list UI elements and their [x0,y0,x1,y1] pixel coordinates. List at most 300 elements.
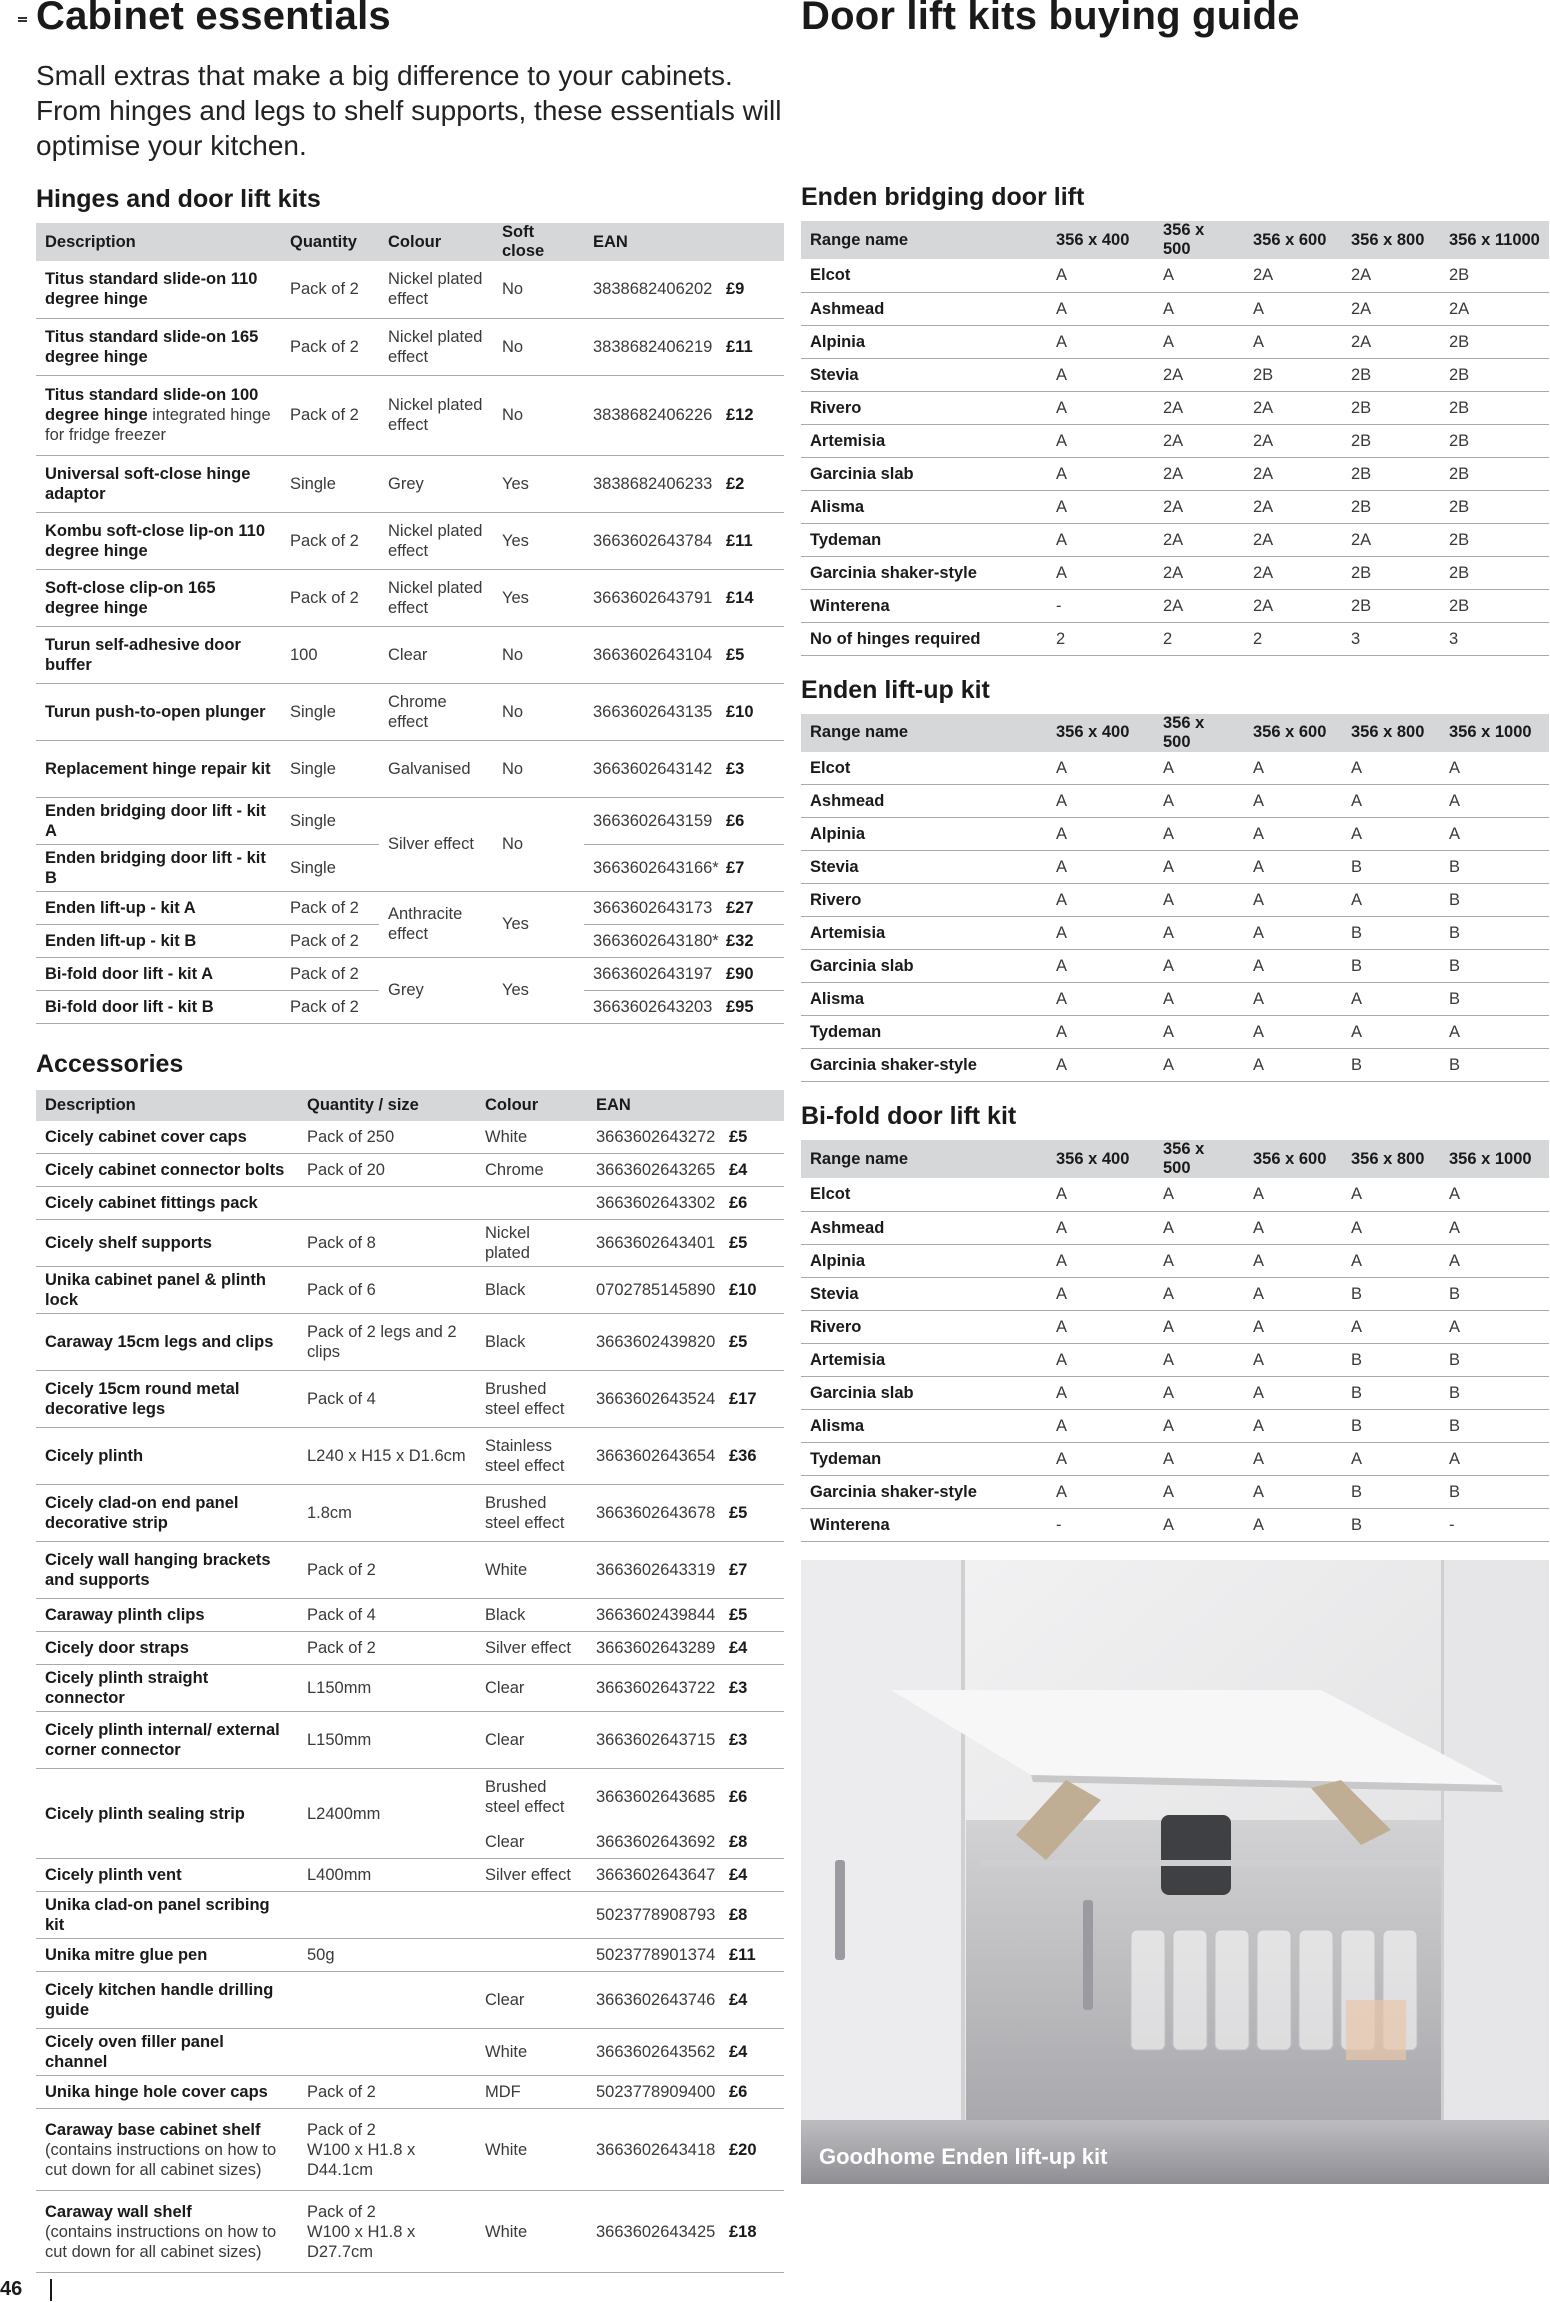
kit-code: A [1154,325,1244,358]
kit-code: A [1244,1277,1342,1310]
price-cell: £3 [727,1665,784,1712]
kit-code: 2A [1342,523,1440,556]
kit-code: 2B [1440,556,1549,589]
kit-code: 2B [1342,589,1440,622]
table-row [36,1485,784,1542]
colour-cell: Nickel plated effect [379,512,493,569]
kit-code: A [1047,818,1154,851]
range-name: Garcinia shaker-style [801,1049,1047,1082]
product-description: Turun self-adhesive door buffer [36,626,281,683]
table-row [36,1599,784,1632]
table-row [801,818,1549,851]
range-name: Rivero [801,884,1047,917]
table-row [801,457,1549,490]
kit-code: 2A [1342,292,1440,325]
table-row [36,1665,784,1712]
price-cell: £27 [724,891,784,924]
ean-cell: 3663602643692 [587,1826,727,1859]
table-row [36,1220,784,1267]
range-name: Alisma [801,1409,1047,1442]
colour-cell: Clear [476,1665,587,1712]
dimensions: W100 x H1.8 x D44.1cm [307,2140,416,2179]
kit-code: A [1047,1475,1154,1508]
table-row [36,1121,784,1154]
product-description: Caraway wall shelf (contains instructions on how to cut down for all cabinet sizes) [36,2191,298,2273]
table-header-cell: Description [36,1090,298,1121]
range-name: Stevia [801,358,1047,391]
kit-code: 2 [1047,622,1154,655]
quantity-cell: Pack of 2 [281,957,379,990]
range-name: Garcinia slab [801,1376,1047,1409]
kit-code: 2B [1440,391,1549,424]
table-header-cell: 356 x 600 [1244,1140,1342,1178]
price-cell: £7 [724,844,784,891]
range-name: Rivero [801,391,1047,424]
quantity-cell: L240 x H15 x D1.6cm [298,1428,476,1485]
kit-code: A [1342,1310,1440,1343]
kit-code: A [1440,1211,1549,1244]
quantity-cell [298,1972,476,2029]
quantity-cell: Pack of 2 [298,1632,476,1665]
quantity-cell: Pack of 8 [298,1220,476,1267]
hinges-table [36,223,784,1024]
ean-cell: 5023778901374 [587,1939,727,1972]
kit-code: - [1440,1508,1549,1541]
ean-cell: 3663602643142 [584,740,724,797]
kit-code: A [1154,292,1244,325]
quantity-cell: Single [281,844,379,891]
table-row [36,626,784,683]
kit-code: A [1440,1178,1549,1211]
bifold-table [801,1140,1549,1542]
menu-icon [18,17,27,24]
dimensions: W100 x H1.8 x D27.7cm [307,2222,416,2261]
soft-close-cell: Yes [493,455,584,512]
table-header-cell: 356 x 600 [1244,714,1342,752]
price-cell: £4 [727,2029,784,2076]
table-header-cell: 356 x 800 [1342,1140,1440,1178]
ean-cell: 3663602643159 [584,797,724,844]
range-name: Alpinia [801,818,1047,851]
kit-code: A [1244,1343,1342,1376]
kit-code: A [1047,785,1154,818]
kit-code: 2A [1244,556,1342,589]
ean-cell: 3663602643425 [587,2191,727,2273]
kit-code: B [1440,983,1549,1016]
table-row [801,983,1549,1016]
ean-cell: 3663602643203 [584,990,724,1023]
table-header-cell: Description [36,223,281,261]
ean-cell: 3663602643678 [587,1485,727,1542]
table-row [36,1632,784,1665]
product-description: Kombu soft-close lip-on 110 degree hinge [36,512,281,569]
range-name: Alisma [801,983,1047,1016]
quantity-cell: Pack of 2 [281,891,379,924]
table-header-cell: Range name [801,221,1047,259]
kit-code: B [1440,1475,1549,1508]
product-description: Bi-fold door lift - kit A [36,957,281,990]
range-name: Rivero [801,1310,1047,1343]
range-name: Stevia [801,1277,1047,1310]
kit-code: B [1440,1376,1549,1409]
accessories-table [36,1090,784,2274]
kit-code: 2A [1244,490,1342,523]
quantity-cell: L150mm [298,1712,476,1769]
table-header-cell: 356 x 1000 [1440,714,1549,752]
ean-cell: 3663602439820 [587,1314,727,1371]
table-row [801,752,1549,785]
soft-close-cell: Yes [493,891,584,957]
kit-code: A [1047,1016,1154,1049]
colour-cell: White [476,1542,587,1599]
range-name: Artemisia [801,424,1047,457]
kit-code: A [1244,1409,1342,1442]
kit-code: A [1244,950,1342,983]
kit-code: B [1342,1049,1440,1082]
photo-caption: Goodhome Enden lift-up kit [819,2143,1108,2169]
range-name: Ashmead [801,785,1047,818]
product-note: (contains instructions on how to cut down for all cabinet sizes) [45,2140,277,2179]
kit-code: A [1154,1049,1244,1082]
table-row [801,523,1549,556]
soft-close-cell: Yes [493,569,584,626]
price-cell: £11 [727,1939,784,1972]
kit-code: A [1047,490,1154,523]
ean-cell: 3838682406202 [584,261,724,318]
table-row [801,622,1549,655]
product-description: Bi-fold door lift - kit B [36,990,281,1023]
kit-code: 2B [1342,391,1440,424]
kit-code: 3 [1342,622,1440,655]
kit-code: A [1047,523,1154,556]
price-cell: £4 [727,1972,784,2029]
kit-code: A [1047,391,1154,424]
kit-code: A [1342,1244,1440,1277]
price-cell: £4 [727,1859,784,1892]
kit-code: 2B [1342,358,1440,391]
table-header-cell: Range name [801,714,1047,752]
quantity-cell: Pack of 2 [281,512,379,569]
table-row [801,556,1549,589]
product-description: Soft-close clip-on 165 degree hinge [36,569,281,626]
range-name: Tydeman [801,1016,1047,1049]
kit-code: A [1244,884,1342,917]
quantity-cell [298,1187,476,1220]
table-row [801,884,1549,917]
price-cell: £3 [727,1712,784,1769]
table-row [801,917,1549,950]
lift-up-kit-photo [801,1560,1549,2184]
table-row [801,1442,1549,1475]
quantity-cell: Pack of 250 [298,1121,476,1154]
kit-code: A [1047,325,1154,358]
colour-cell: White [476,2109,587,2191]
kit-code: B [1440,1409,1549,1442]
kit-code: A [1342,1178,1440,1211]
table-row [801,490,1549,523]
range-name: Ashmead [801,292,1047,325]
kit-code: A [1047,884,1154,917]
table-row [36,512,784,569]
table-row [801,1310,1549,1343]
kit-code: 2A [1440,292,1549,325]
range-name: Garcinia shaker-style [801,556,1047,589]
range-name: Garcinia slab [801,950,1047,983]
ean-cell: 0702785145890 [587,1267,727,1314]
colour-cell: Grey [379,957,493,1023]
product-description: Cicely shelf supports [36,1220,298,1267]
colour-cell: Clear [476,1972,587,2029]
kit-code: 2B [1440,325,1549,358]
product-description: Titus standard slide-on 110 degree hinge [36,261,281,318]
kit-code: A [1244,851,1342,884]
ean-cell: 3663602643104 [584,626,724,683]
quantity-cell: 1.8cm [298,1485,476,1542]
kit-code: A [1154,1211,1244,1244]
liftup-section-title: Enden lift-up kit [801,675,990,704]
table-header-cell: EAN [587,1090,727,1121]
kit-code: A [1154,1178,1244,1211]
kit-code: B [1440,851,1549,884]
kit-code: B [1440,917,1549,950]
kit-code: A [1342,1442,1440,1475]
product-description: Replacement hinge repair kit [36,740,281,797]
ean-cell: 3663602643319 [587,1542,727,1599]
product-description: Enden lift-up - kit B [36,924,281,957]
kit-code: 2A [1244,391,1342,424]
table-header-cell: 356 x 500 [1154,714,1244,752]
table-row [36,1154,784,1187]
colour-cell: Nickel plated effect [379,375,493,455]
kit-code: A [1047,950,1154,983]
quantity-cell [298,1892,476,1939]
price-cell: £17 [727,1371,784,1428]
colour-cell: Black [476,1267,587,1314]
product-description: Unika hinge hole cover caps [36,2076,298,2109]
quantity-cell: L400mm [298,1859,476,1892]
quantity-cell: Single [281,683,379,740]
table-row [36,740,784,797]
range-name: Elcot [801,752,1047,785]
bridging-section-title: Enden bridging door lift [801,183,1085,211]
kit-code: A [1154,785,1244,818]
table-header-cell: Soft close [493,223,584,261]
range-name: Alpinia [801,1244,1047,1277]
kit-code: A [1440,1442,1549,1475]
colour-cell [476,1187,587,1220]
price-cell: £18 [727,2191,784,2273]
kit-code: A [1440,752,1549,785]
quantity-cell: Pack of 4 [298,1599,476,1632]
price-cell: £8 [727,1826,784,1859]
kit-code: 2A [1154,589,1244,622]
kit-code: A [1342,1016,1440,1049]
product-description: Caraway 15cm legs and clips [36,1314,298,1371]
product-description: Cicely plinth sealing strip [36,1769,298,1859]
price-cell: £6 [727,1187,784,1220]
quantity-cell: 50g [298,1939,476,1972]
kit-code: A [1244,1016,1342,1049]
table-header-cell: Colour [379,223,493,261]
colour-cell: Clear [379,626,493,683]
kit-code: A [1154,1244,1244,1277]
kit-code: A [1047,917,1154,950]
colour-cell: MDF [476,2076,587,2109]
ean-cell: 3663602643135 [584,683,724,740]
price-cell: £8 [727,1892,784,1939]
product-description: Cicely plinth internal/ external corner connector [36,1712,298,1769]
quantity-cell: Single [281,455,379,512]
ean-cell: 3663602643715 [587,1712,727,1769]
kit-code: 2A [1342,325,1440,358]
range-name: Garcinia shaker-style [801,1475,1047,1508]
kit-code: A [1244,1442,1342,1475]
table-row [36,375,784,455]
kit-code: 2B [1244,358,1342,391]
table-header-cell: 356 x 400 [1047,1140,1154,1178]
soft-close-cell: No [493,626,584,683]
range-name: Alpinia [801,325,1047,358]
kit-code: B [1440,1343,1549,1376]
kit-code: A [1047,259,1154,292]
kit-code: A [1047,1442,1154,1475]
colour-cell: White [476,2029,587,2076]
kit-code: 2B [1342,556,1440,589]
quantity-cell: Pack of 2 [281,924,379,957]
price-cell: £5 [724,626,784,683]
soft-close-cell: No [493,375,584,455]
kit-code: A [1342,785,1440,818]
kit-code: B [1342,1508,1440,1541]
price-cell: £9 [724,261,784,318]
table-header-cell: 356 x 1000 [1440,1140,1549,1178]
kit-code: 2B [1342,424,1440,457]
kit-code: A [1154,1016,1244,1049]
kit-code: B [1342,950,1440,983]
ean-cell: 3838682406233 [584,455,724,512]
kit-code: B [1440,1049,1549,1082]
colour-cell: Brushed steel effect [476,1485,587,1542]
quantity-cell: Pack of 4 [298,1371,476,1428]
bifold-section-title: Bi-fold door lift kit [801,1102,1017,1130]
page-title: Cabinet essentials [36,0,391,38]
ean-cell: 3663602643746 [587,1972,727,2029]
colour-cell: Anthracite effect [379,891,493,957]
quantity-cell [298,2029,476,2076]
table-row [36,1939,784,1972]
kit-code: B [1342,1409,1440,1442]
price-cell: £32 [724,924,784,957]
kit-code: 2A [1244,523,1342,556]
product-description: Cicely cabinet cover caps [36,1121,298,1154]
kit-code: B [1342,1343,1440,1376]
product-description: Unika cabinet panel & plinth lock [36,1267,298,1314]
kit-code: A [1244,917,1342,950]
kit-code: B [1342,917,1440,950]
product-description: Cicely 15cm round metal decorative legs [36,1371,298,1428]
footer-divider [50,2279,52,2301]
kit-code: A [1047,1343,1154,1376]
colour-cell: Grey [379,455,493,512]
kit-code: A [1244,1508,1342,1541]
colour-cell: Black [476,1314,587,1371]
kit-code: A [1154,983,1244,1016]
colour-cell: Brushed steel effect [485,1778,565,1817]
kit-code: A [1244,1178,1342,1211]
product-description: Universal soft-close hinge adaptor [36,455,281,512]
kit-code: 2B [1440,523,1549,556]
table-row [36,1972,784,2029]
quantity-cell: Pack of 2 W100 x H1.8 x D27.7cm [298,2191,476,2273]
table-header-cell: 356 x 400 [1047,714,1154,752]
colour-cell: Nickel plated effect [379,261,493,318]
colour-cell: Stainless steel effect [476,1428,587,1485]
table-row [801,851,1549,884]
intro-text: Small extras that make a big difference to your cabinets. From hinges and legs to shelf supports, these essentials will optimise your kitchen. [36,60,782,161]
kit-code: A [1440,1244,1549,1277]
kit-code: A [1154,1310,1244,1343]
kit-code: A [1047,1049,1154,1082]
ean-cell: 5023778908793 [587,1892,727,1939]
table-header-cell: 356 x 800 [1342,221,1440,259]
kit-code: A [1047,851,1154,884]
ean-cell: 3663602643173 [584,891,724,924]
page-number: 46 [0,2278,23,2300]
bridging-table [801,221,1549,656]
table-row [36,1267,784,1314]
range-name: Ashmead [801,1211,1047,1244]
kit-code: A [1244,1049,1342,1082]
kit-code: A [1342,884,1440,917]
price-cell: £90 [724,957,784,990]
range-name: Artemisia [801,917,1047,950]
table-row [36,1859,784,1892]
price-cell: £14 [724,569,784,626]
table-row [36,1371,784,1428]
kit-code: A [1154,1508,1244,1541]
product-description: Unika mitre glue pen [36,1939,298,1972]
kit-code: A [1440,818,1549,851]
kit-code: A [1047,358,1154,391]
kit-code: 2B [1440,259,1549,292]
product-description: Cicely plinth vent [36,1859,298,1892]
table-row [36,1314,784,1371]
kit-code: B [1440,950,1549,983]
quantity-cell: Pack of 20 [298,1154,476,1187]
colour-cell: Chrome [476,1154,587,1187]
kit-code: - [1047,1508,1154,1541]
kit-code: A [1047,1409,1154,1442]
kit-code: A [1047,1376,1154,1409]
kit-code: 2A [1154,556,1244,589]
colour-cell: Black [476,1599,587,1632]
ean-cell: 3663602643791 [584,569,724,626]
quantity-cell: Pack of 2 [298,1542,476,1599]
table-row [36,455,784,512]
kit-code: A [1154,259,1244,292]
price-cell: £95 [724,990,784,1023]
product-description: Cicely clad-on end panel decorative strip [36,1485,298,1542]
table-row [801,1376,1549,1409]
kit-code: A [1154,851,1244,884]
ean-cell: 3663602643166* [584,844,724,891]
price-cell: £6 [729,1788,748,1807]
colour-cell: Nickel plated [476,1220,587,1267]
quantity-cell: Pack of 2 W100 x H1.8 x D44.1cm [298,2109,476,2191]
ean-cell: 3663602643302 [587,1187,727,1220]
table-row [36,1712,784,1769]
kit-code: B [1342,1475,1440,1508]
